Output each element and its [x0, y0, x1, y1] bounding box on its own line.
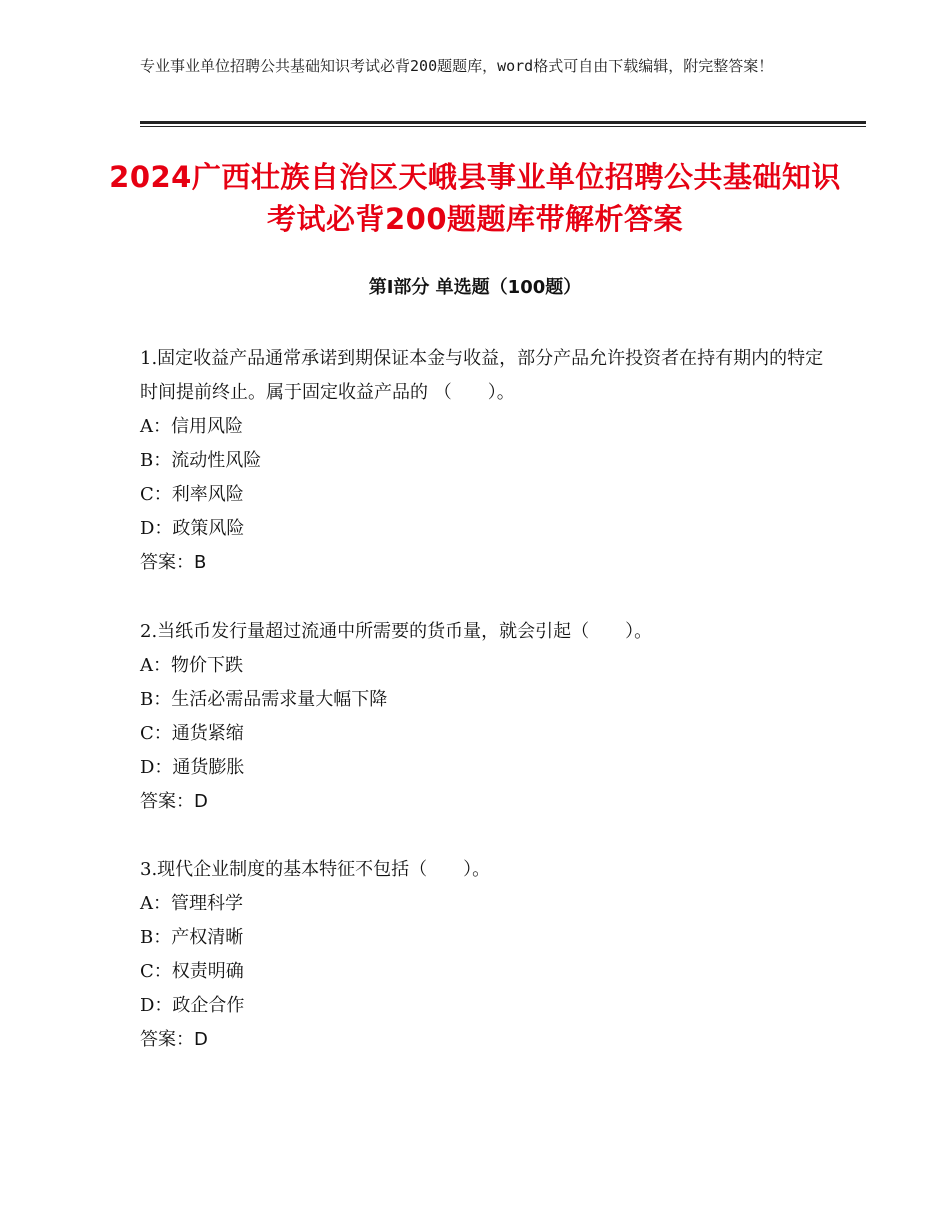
question-stem: 3.现代企业制度的基本特征不包括（ ）。 [140, 859, 491, 880]
document-title: 2024广西壮族自治区天峨县事业单位招聘公共基础知识考试必背200题题库带解析答案 [109, 160, 841, 236]
header-rule-thin [140, 126, 866, 127]
answer: 答案：D [140, 791, 208, 812]
option-a: A：信用风险 [140, 416, 243, 437]
option-d: D：通货膨胀 [140, 757, 245, 778]
question-stem: 1.固定收益产品通常承诺到期保证本金与收益，部分产品允许投资者在持有期内的特定时间提前终止。属于固定收益产品的 （ ）。 [140, 348, 824, 403]
option-d: D：政企合作 [140, 995, 245, 1016]
option-b: B：生活必需品需求量大幅下降 [140, 689, 388, 710]
option-c: C：权责明确 [140, 961, 244, 982]
option-d: D：政策风险 [140, 518, 245, 539]
section-title: 第Ⅰ部分 单选题（100题） [368, 277, 582, 298]
option-c: C：利率风险 [140, 484, 244, 505]
option-a: A：管理科学 [140, 893, 243, 914]
question-2 [140, 615, 830, 819]
option-b: B：流动性风险 [140, 450, 262, 471]
question-3 [140, 853, 830, 1057]
header-rule-thick [140, 121, 866, 124]
answer: 答案：B [140, 552, 207, 573]
option-c: C：通货紧缩 [140, 723, 244, 744]
question-1 [140, 342, 830, 580]
header-note: 专业事业单位招聘公共基础知识考试必背200题题库，word格式可自由下载编辑，附完整答案！ [140, 57, 774, 75]
answer: 答案：D [140, 1029, 208, 1050]
option-b: B：产权清晰 [140, 927, 244, 948]
question-stem: 2.当纸币发行量超过流通中所需要的货币量，就会引起（ ）。 [140, 621, 653, 642]
option-a: A：物价下跌 [140, 655, 243, 676]
